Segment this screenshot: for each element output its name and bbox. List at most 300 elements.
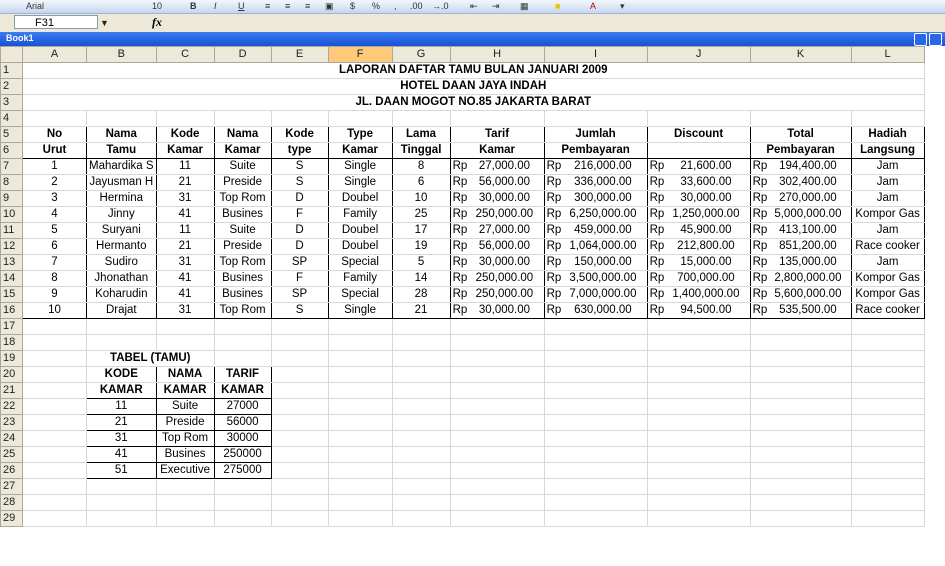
cell[interactable] [87,511,157,527]
room-tarif[interactable]: 56000 [214,415,271,431]
row-header-28[interactable]: 28 [1,495,23,511]
room-table-title[interactable]: TABEL (TAMU) [87,351,215,367]
cell[interactable] [392,431,450,447]
cell[interactable] [750,319,851,335]
row-header-12[interactable]: 12 [1,239,23,255]
room-heading[interactable]: TARIF [214,367,271,383]
room-tarif[interactable]: 27000 [214,399,271,415]
cell[interactable] [214,351,271,367]
decrease-decimal-button[interactable]: →.0 [432,1,449,11]
column-heading[interactable]: Kode [271,127,328,143]
cell[interactable] [156,111,214,127]
guest-discount[interactable] [647,271,750,287]
guest-kode[interactable]: 21 [156,239,214,255]
currency-icon[interactable]: $ [350,1,356,11]
cell[interactable] [328,335,392,351]
cell[interactable] [647,431,750,447]
guest-tarif[interactable] [450,223,544,239]
guest-lama[interactable]: 21 [392,303,450,319]
minimize-icon[interactable] [914,33,927,46]
guest-kode[interactable]: 31 [156,191,214,207]
column-heading[interactable]: Kamar [214,143,271,159]
guest-kamar[interactable]: Top Rom [214,303,271,319]
report-title1[interactable]: LAPORAN DAFTAR TAMU BULAN JANUARI 2009 [23,63,925,79]
guest-no[interactable]: 9 [23,287,87,303]
column-heading[interactable]: type [271,143,328,159]
cell[interactable] [392,319,450,335]
guest-nama[interactable]: Sudiro [87,255,157,271]
cell[interactable] [23,383,87,399]
guest-total[interactable] [750,303,851,319]
column-heading[interactable]: Kode [156,127,214,143]
room-heading[interactable]: NAMA [156,367,214,383]
guest-lama[interactable]: 17 [392,223,450,239]
font-size-box[interactable]: 10 [152,1,163,11]
column-heading[interactable]: Pembayaran [750,143,851,159]
guest-lama[interactable]: 6 [392,175,450,191]
cell[interactable] [450,319,544,335]
room-nama[interactable]: Suite [156,399,214,415]
cell[interactable] [750,383,851,399]
guest-jumlah[interactable] [544,255,647,271]
cell[interactable] [750,351,851,367]
cell[interactable] [851,479,924,495]
cell[interactable] [328,367,392,383]
guest-kamar[interactable]: Busines [214,207,271,223]
guest-discount[interactable] [647,207,750,223]
guest-nama[interactable]: Mahardika S [87,159,157,175]
guest-type_code[interactable]: D [271,191,328,207]
column-header-L[interactable]: L [851,47,924,63]
cell[interactable] [214,511,271,527]
guest-tarif[interactable] [450,175,544,191]
guest-hadiah[interactable]: Jam [851,159,924,175]
guest-kode[interactable]: 41 [156,271,214,287]
room-nama[interactable]: Executive [156,463,214,479]
room-tarif[interactable]: 250000 [214,447,271,463]
column-heading[interactable] [647,143,750,159]
cell[interactable] [450,111,544,127]
cell[interactable] [23,511,87,527]
column-header-G[interactable]: G [392,47,450,63]
room-kode[interactable]: 11 [87,399,157,415]
guest-type[interactable]: Special [328,255,392,271]
room-tarif[interactable]: 30000 [214,431,271,447]
guest-no[interactable]: 4 [23,207,87,223]
cell[interactable] [271,495,328,511]
row-header-19[interactable]: 19 [1,351,23,367]
guest-total[interactable] [750,239,851,255]
guest-no[interactable]: 8 [23,271,87,287]
guest-hadiah[interactable]: Kompor Gas [851,287,924,303]
fill-color-icon[interactable]: ■ [555,1,561,11]
cell[interactable] [271,383,328,399]
column-header-J[interactable]: J [647,47,750,63]
cell[interactable] [328,479,392,495]
row-header-1[interactable]: 1 [1,63,23,79]
cell[interactable] [156,335,214,351]
guest-type_code[interactable]: S [271,175,328,191]
cell[interactable] [544,431,647,447]
guest-no[interactable]: 1 [23,159,87,175]
guest-lama[interactable]: 10 [392,191,450,207]
guest-type_code[interactable]: D [271,223,328,239]
increase-indent-icon[interactable]: ⇥ [492,1,500,11]
worksheet-grid[interactable] [0,46,925,527]
cell[interactable] [271,415,328,431]
align-left-icon[interactable]: ≡ [265,1,271,11]
row-header-23[interactable]: 23 [1,415,23,431]
guest-discount[interactable] [647,303,750,319]
guest-kamar[interactable]: Preside [214,239,271,255]
guest-lama[interactable]: 14 [392,271,450,287]
cell[interactable] [544,447,647,463]
cell[interactable] [271,335,328,351]
cell[interactable] [328,399,392,415]
column-header-H[interactable]: H [450,47,544,63]
guest-type[interactable]: Single [328,159,392,175]
cell[interactable] [23,415,87,431]
guest-kode[interactable]: 11 [156,159,214,175]
cell[interactable] [156,479,214,495]
cell[interactable] [87,335,157,351]
guest-tarif[interactable] [450,255,544,271]
cell[interactable] [214,495,271,511]
guest-total[interactable] [750,287,851,303]
increase-decimal-button[interactable]: .00 [410,1,423,11]
cell[interactable] [544,479,647,495]
cell[interactable] [750,367,851,383]
cell[interactable] [851,111,924,127]
guest-type_code[interactable]: SP [271,255,328,271]
cell[interactable] [851,351,924,367]
insert-function-icon[interactable]: fx [152,15,162,29]
cell[interactable] [450,351,544,367]
cell[interactable] [851,463,924,479]
cell[interactable] [851,431,924,447]
cell[interactable] [450,399,544,415]
cell[interactable] [544,383,647,399]
cell[interactable] [544,319,647,335]
guest-type_code[interactable]: S [271,303,328,319]
column-heading[interactable]: Lama [392,127,450,143]
guest-hadiah[interactable]: Jam [851,255,924,271]
guest-kode[interactable]: 21 [156,175,214,191]
guest-nama[interactable]: Jayusman H [87,175,157,191]
cell[interactable] [750,463,851,479]
guest-discount[interactable] [647,239,750,255]
guest-kode[interactable]: 11 [156,223,214,239]
room-nama[interactable]: Busines [156,447,214,463]
row-header-18[interactable]: 18 [1,335,23,351]
cell[interactable] [271,399,328,415]
cell[interactable] [647,479,750,495]
cell[interactable] [392,399,450,415]
spreadsheet[interactable] [0,46,925,527]
room-tarif[interactable]: 275000 [214,463,271,479]
cell[interactable] [851,511,924,527]
room-kode[interactable]: 41 [87,447,157,463]
row-header-27[interactable]: 27 [1,479,23,495]
guest-total[interactable] [750,223,851,239]
row-header-3[interactable]: 3 [1,95,23,111]
row-header-11[interactable]: 11 [1,223,23,239]
cell[interactable] [328,495,392,511]
guest-lama[interactable]: 5 [392,255,450,271]
guest-kode[interactable]: 41 [156,207,214,223]
row-header-5[interactable]: 5 [1,127,23,143]
cell[interactable] [392,511,450,527]
cell[interactable] [328,383,392,399]
cell[interactable] [271,351,328,367]
cell[interactable] [647,463,750,479]
cell[interactable] [214,319,271,335]
cell[interactable] [450,367,544,383]
cell[interactable] [647,319,750,335]
guest-hadiah[interactable]: Jam [851,223,924,239]
merge-center-icon[interactable]: ▣ [325,1,334,11]
guest-total[interactable] [750,207,851,223]
report-title3[interactable]: JL. DAAN MOGOT NO.85 JAKARTA BARAT [23,95,925,111]
cell[interactable] [450,335,544,351]
guest-lama[interactable]: 8 [392,159,450,175]
cell[interactable] [750,111,851,127]
cell[interactable] [87,495,157,511]
cell[interactable] [23,367,87,383]
guest-jumlah[interactable] [544,239,647,255]
guest-total[interactable] [750,159,851,175]
align-center-icon[interactable]: ≡ [285,1,291,11]
cell[interactable] [544,415,647,431]
guest-jumlah[interactable] [544,207,647,223]
cell[interactable] [544,111,647,127]
cell[interactable] [328,415,392,431]
cell[interactable] [450,511,544,527]
cell[interactable] [23,111,87,127]
row-header-17[interactable]: 17 [1,319,23,335]
room-heading[interactable]: KAMAR [87,383,157,399]
guest-discount[interactable] [647,159,750,175]
column-heading[interactable]: Langsung [851,143,924,159]
guest-no[interactable]: 5 [23,223,87,239]
guest-kode[interactable]: 31 [156,303,214,319]
column-heading[interactable]: Jumlah [544,127,647,143]
column-heading[interactable]: Tinggal [392,143,450,159]
room-nama[interactable]: Top Rom [156,431,214,447]
guest-lama[interactable]: 25 [392,207,450,223]
cell[interactable] [450,431,544,447]
cell[interactable] [23,319,87,335]
guest-hadiah[interactable]: Race cooker [851,303,924,319]
cell[interactable] [392,447,450,463]
cell[interactable] [544,351,647,367]
guest-type[interactable]: Doubel [328,239,392,255]
row-header-7[interactable]: 7 [1,159,23,175]
cell[interactable] [647,383,750,399]
guest-discount[interactable] [647,255,750,271]
column-heading[interactable]: Kamar [156,143,214,159]
font-color-icon[interactable]: A [590,1,597,11]
column-heading[interactable]: Tarif [450,127,544,143]
cell[interactable] [851,399,924,415]
row-header-26[interactable]: 26 [1,463,23,479]
guest-type_code[interactable]: S [271,159,328,175]
guest-tarif[interactable] [450,239,544,255]
cell[interactable] [392,495,450,511]
guest-jumlah[interactable] [544,159,647,175]
cell[interactable] [750,415,851,431]
guest-tarif[interactable] [450,271,544,287]
guest-jumlah[interactable] [544,271,647,287]
row-header-4[interactable]: 4 [1,111,23,127]
guest-type[interactable]: Doubel [328,223,392,239]
column-heading[interactable]: Type [328,127,392,143]
guest-tarif[interactable] [450,287,544,303]
cell[interactable] [392,479,450,495]
comma-button[interactable]: , [394,1,397,11]
cell[interactable] [544,335,647,351]
row-header-6[interactable]: 6 [1,143,23,159]
cell[interactable] [328,111,392,127]
guest-tarif[interactable] [450,159,544,175]
cell[interactable] [750,479,851,495]
row-header-14[interactable]: 14 [1,271,23,287]
cell[interactable] [23,335,87,351]
select-all-corner[interactable] [1,47,23,63]
italic-button[interactable]: I [214,1,217,11]
cell[interactable] [328,511,392,527]
cell[interactable] [392,463,450,479]
name-box[interactable]: F31 [14,15,98,29]
cell[interactable] [271,479,328,495]
room-heading[interactable]: KODE [87,367,157,383]
cell[interactable] [23,495,87,511]
cell[interactable] [750,335,851,351]
font-name-box[interactable]: Arial [26,1,45,11]
cell[interactable] [214,111,271,127]
guest-nama[interactable]: Hermanto [87,239,157,255]
cell[interactable] [851,335,924,351]
row-header-20[interactable]: 20 [1,367,23,383]
guest-nama[interactable]: Jhonathan [87,271,157,287]
row-header-9[interactable]: 9 [1,191,23,207]
cell[interactable] [450,383,544,399]
cell[interactable] [328,447,392,463]
guest-jumlah[interactable] [544,303,647,319]
cell[interactable] [450,447,544,463]
guest-hadiah[interactable]: Jam [851,175,924,191]
guest-no[interactable]: 10 [23,303,87,319]
guest-no[interactable]: 3 [23,191,87,207]
cell[interactable] [647,511,750,527]
column-heading[interactable]: Nama [214,127,271,143]
cell[interactable] [544,367,647,383]
cell[interactable] [647,367,750,383]
guest-tarif[interactable] [450,303,544,319]
cell[interactable] [750,431,851,447]
cell[interactable] [544,463,647,479]
cell[interactable] [23,463,87,479]
cell[interactable] [851,495,924,511]
guest-no[interactable]: 6 [23,239,87,255]
guest-kamar[interactable]: Top Rom [214,191,271,207]
column-header-K[interactable]: K [750,47,851,63]
cell[interactable] [544,495,647,511]
cell[interactable] [271,431,328,447]
guest-jumlah[interactable] [544,287,647,303]
guest-type[interactable]: Single [328,303,392,319]
cell[interactable] [23,479,87,495]
cell[interactable] [271,319,328,335]
cell[interactable] [851,447,924,463]
column-heading[interactable]: No [23,127,87,143]
cell[interactable] [156,319,214,335]
row-header-10[interactable]: 10 [1,207,23,223]
column-header-F[interactable]: F [328,47,392,63]
cell[interactable] [750,511,851,527]
room-kode[interactable]: 21 [87,415,157,431]
guest-nama[interactable]: Hermina [87,191,157,207]
column-heading[interactable]: Kamar [450,143,544,159]
guest-kamar[interactable]: Busines [214,287,271,303]
bold-button[interactable]: B [190,1,197,11]
guest-hadiah[interactable]: Jam [851,191,924,207]
guest-tarif[interactable] [450,207,544,223]
guest-jumlah[interactable] [544,175,647,191]
guest-kamar[interactable]: Suite [214,223,271,239]
guest-kamar[interactable]: Preside [214,175,271,191]
guest-discount[interactable] [647,287,750,303]
cell[interactable] [647,495,750,511]
column-header-E[interactable]: E [271,47,328,63]
column-heading[interactable]: Discount [647,127,750,143]
decrease-indent-icon[interactable]: ⇤ [470,1,478,11]
cell[interactable] [647,351,750,367]
cell[interactable] [851,367,924,383]
guest-lama[interactable]: 19 [392,239,450,255]
underline-button[interactable]: U [238,1,245,11]
cell[interactable] [544,511,647,527]
guest-type_code[interactable]: SP [271,287,328,303]
column-header-A[interactable]: A [23,47,87,63]
room-heading[interactable]: KAMAR [214,383,271,399]
cell[interactable] [214,335,271,351]
cell[interactable] [87,111,157,127]
cell[interactable] [392,111,450,127]
guest-discount[interactable] [647,223,750,239]
cell[interactable] [23,351,87,367]
cell[interactable] [851,383,924,399]
guest-type_code[interactable]: F [271,207,328,223]
toolbar-options-icon[interactable]: ▾ [620,1,625,11]
guest-type[interactable]: Special [328,287,392,303]
column-heading[interactable]: Nama [87,127,157,143]
cell[interactable] [851,415,924,431]
guest-hadiah[interactable]: Race cooker [851,239,924,255]
cell[interactable] [450,479,544,495]
cell[interactable] [271,511,328,527]
report-title2[interactable]: HOTEL DAAN JAYA INDAH [23,79,925,95]
cell[interactable] [647,415,750,431]
guest-type[interactable]: Doubel [328,191,392,207]
column-header-I[interactable]: I [544,47,647,63]
cell[interactable] [392,415,450,431]
guest-hadiah[interactable]: Kompor Gas [851,271,924,287]
cell[interactable] [647,399,750,415]
cell[interactable] [450,463,544,479]
row-header-22[interactable]: 22 [1,399,23,415]
guest-type_code[interactable]: F [271,271,328,287]
